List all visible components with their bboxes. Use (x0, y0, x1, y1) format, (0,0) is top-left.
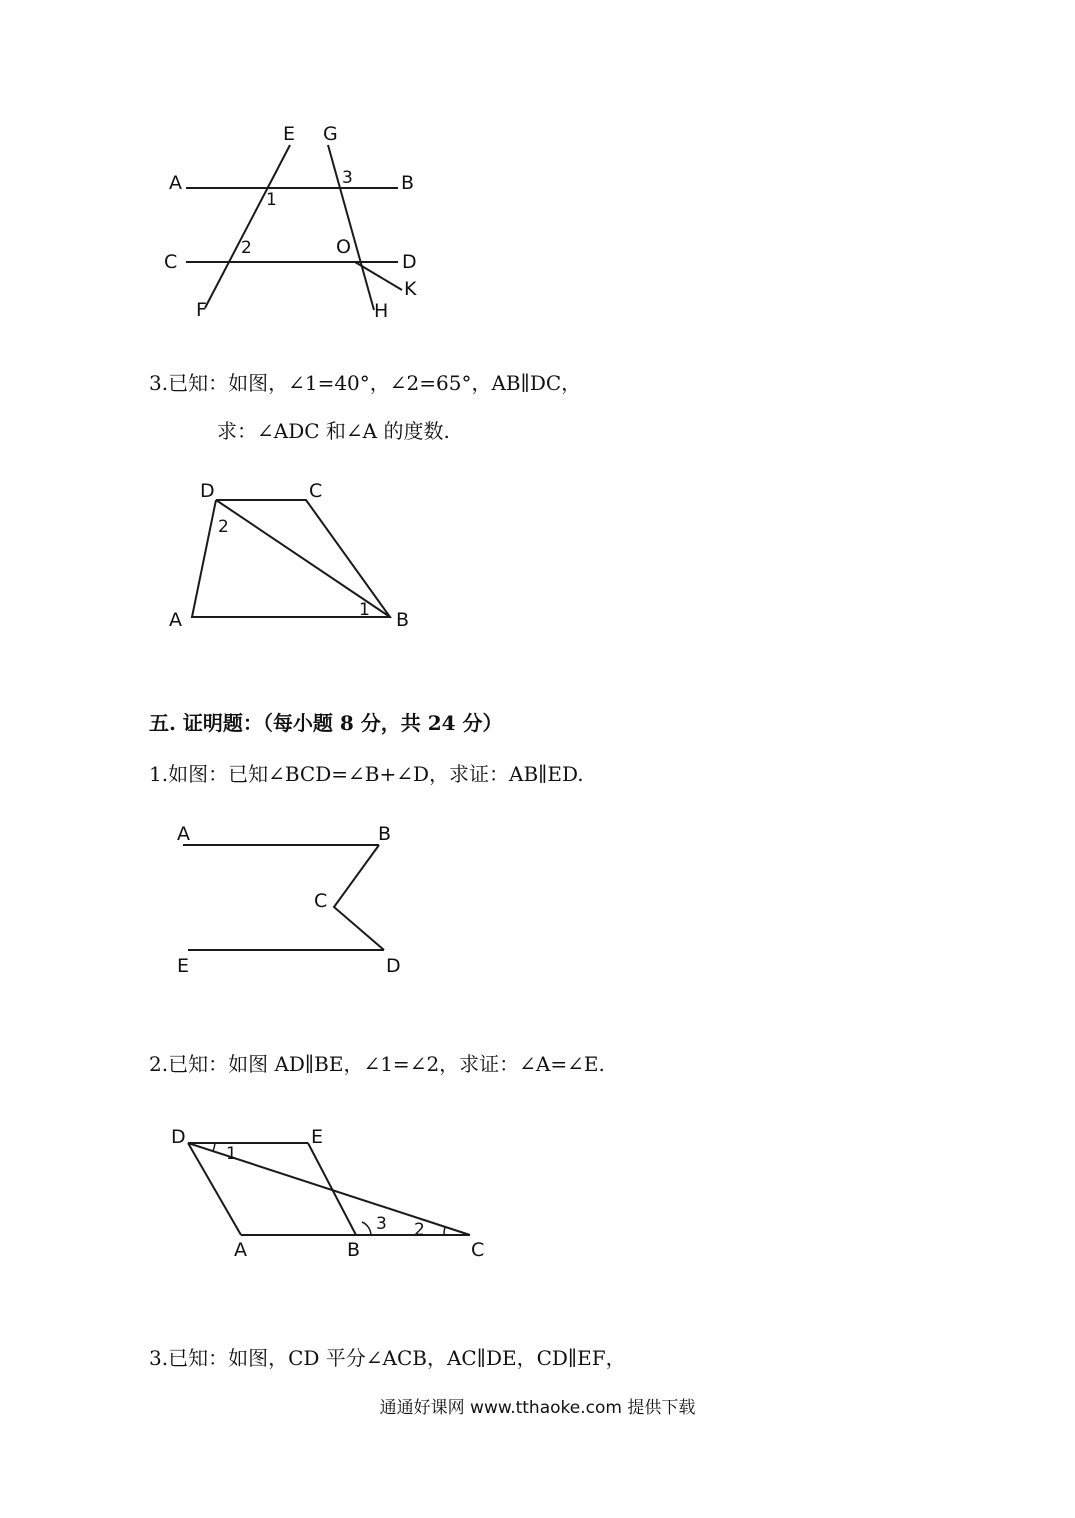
label-E: E (283, 123, 296, 145)
angle-label-3: 3 (342, 168, 353, 188)
angle-label-1: 1 (226, 1144, 237, 1164)
label-E: E (177, 955, 190, 977)
section-5-heading: 五. 证明题：（每小题 8 分，共 24 分） (149, 711, 503, 735)
label-D: D (171, 1126, 186, 1148)
label-F: F (196, 299, 207, 321)
question-4-3-line1: 3.已知：如图，∠1=40°，∠2=65°，AB∥DC， (149, 371, 582, 395)
path-bcd (334, 845, 384, 950)
angle-arc-3 (362, 1222, 371, 1235)
label-A: A (177, 823, 190, 845)
question-5-2: 2.已知：如图 AD∥BE，∠1=∠2，求证：∠A=∠E. (149, 1052, 605, 1076)
label-H: H (374, 300, 389, 322)
label-A: A (169, 609, 182, 631)
label-A: A (234, 1239, 247, 1261)
angle-label-2: 2 (414, 1220, 425, 1240)
label-C: C (309, 480, 323, 502)
label-O: O (336, 236, 351, 258)
figure-zigzag (177, 823, 401, 977)
label-E: E (311, 1126, 324, 1148)
angle-label-2: 2 (241, 238, 252, 258)
label-B: B (378, 823, 392, 845)
figure-trapezoid (169, 480, 409, 631)
angle-label-1: 1 (266, 190, 277, 210)
label-B: B (347, 1239, 361, 1261)
label-D: D (200, 480, 215, 502)
question-5-1: 1.如图：已知∠BCD=∠B+∠D，求证：AB∥ED. (149, 762, 584, 786)
label-B: B (396, 609, 410, 631)
label-D: D (386, 955, 401, 977)
line-ef (205, 145, 290, 308)
label-C: C (471, 1239, 485, 1261)
angle-label-1: 1 (359, 600, 370, 620)
label-G: G (323, 123, 338, 145)
label-D: D (402, 251, 417, 273)
question-5-3: 3.已知：如图，CD 平分∠ACB，AC∥DE，CD∥EF， (149, 1346, 626, 1370)
footer-text: 通通好课网 www.tthaoke.com 提供下载 (379, 1398, 696, 1418)
label-C: C (314, 890, 328, 912)
ray-ok (355, 262, 402, 290)
figure-parallel-lines-transversals (164, 123, 417, 322)
angle-arc-2 (444, 1227, 445, 1235)
label-K: K (404, 278, 417, 300)
label-C: C (164, 251, 178, 273)
label-A: A (169, 172, 182, 194)
angle-label-2: 2 (218, 517, 229, 537)
angle-label-3: 3 (376, 1214, 387, 1234)
angle-arc-1 (213, 1143, 215, 1151)
question-4-3-line2: 求：∠ADC 和∠A 的度数. (217, 419, 450, 443)
figure-parallelogram (171, 1126, 484, 1261)
label-B: B (401, 172, 415, 194)
